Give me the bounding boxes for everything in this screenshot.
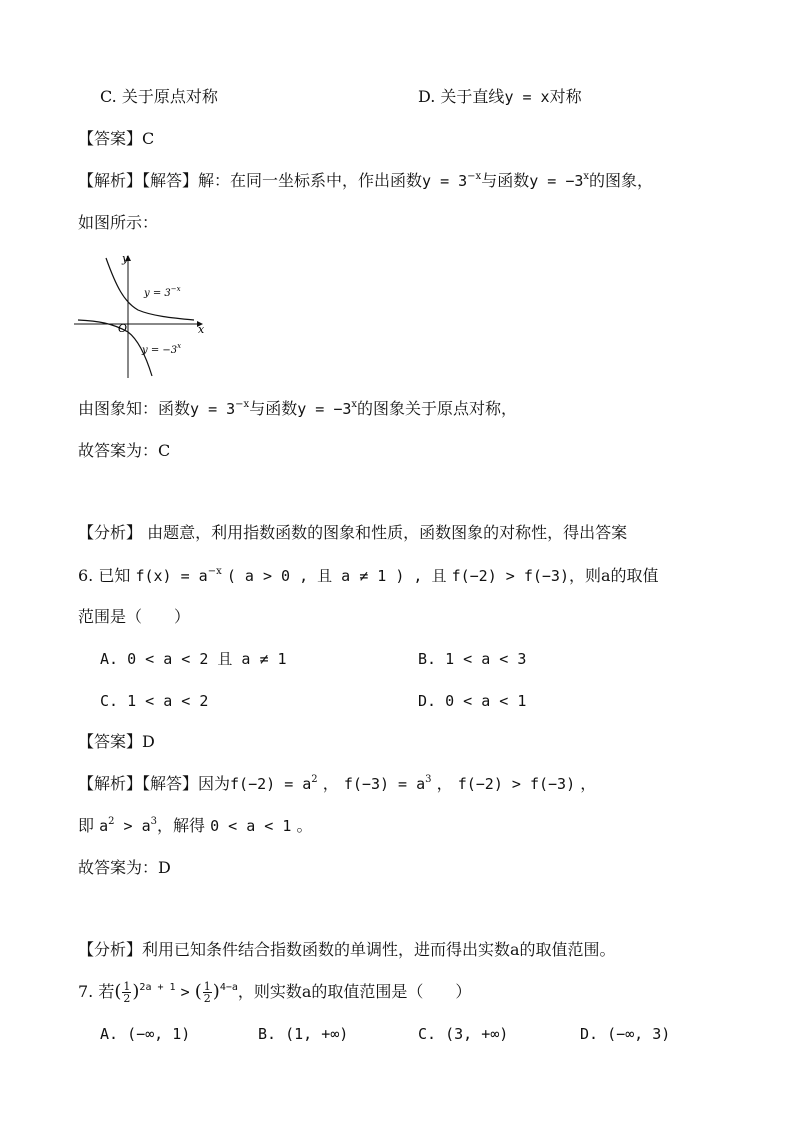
q6-option-d-text: D. 0 < a < 1	[418, 692, 527, 710]
q6-analysis-m3: f(−2) > f(−3)	[457, 775, 576, 793]
q5-conclusion-prefix: 由图象知：函数	[78, 399, 191, 418]
q6-option-d	[418, 690, 526, 712]
q7-frac-1	[122, 981, 131, 1004]
curve-neg-3-x	[78, 320, 152, 376]
q5-answer-text: 【答案】C	[78, 129, 155, 148]
q6-stem-f-exp: −x	[207, 566, 222, 577]
q6-line2-m2: > a	[114, 817, 151, 835]
q7-frac-1-den: 2	[123, 992, 131, 1005]
q6-line2-m3: 0 < a < 1	[210, 817, 292, 835]
q6-analysis-m2-exp: 3	[425, 774, 432, 785]
q5-analysis	[78, 170, 653, 192]
q6-option-b-text: B. 1 < a < 3	[418, 650, 527, 668]
q6-analysis-m1-exp: 2	[311, 774, 318, 785]
q5-option-d	[418, 86, 582, 108]
q6-analysis-line2	[78, 815, 313, 837]
label-top-exp: −x	[170, 285, 181, 293]
q6-line2-m1-exp: 2	[108, 816, 115, 827]
q6-option-a-text: A. 0 < a < 2 且 a ≠ 1	[100, 650, 287, 668]
q7-frac-2	[203, 981, 212, 1004]
q5-analysis-f2-exp: x	[583, 171, 590, 182]
q7-exp2: 4−a	[219, 982, 238, 993]
q6-option-c	[100, 690, 208, 712]
q6-line2-mid: ，解得	[157, 816, 206, 835]
q7-option-b-text: B. (1, +∞)	[258, 1025, 349, 1043]
q6-answer	[78, 731, 155, 753]
q5-final	[78, 440, 170, 462]
origin-label: O	[118, 322, 128, 335]
q5-conclusion	[78, 398, 517, 420]
q5-analysis-f2: y = −3	[529, 172, 584, 190]
q5-fenxi	[78, 522, 627, 544]
q5-option-c-text: C. 关于原点对称	[100, 87, 218, 106]
q7-option-c	[418, 1023, 508, 1045]
q5-analysis-prefix: 【解析】【解答】解：在同一坐标系中，作出函数	[78, 171, 423, 190]
q5-option-d-math: y = x	[504, 88, 550, 106]
label-top	[143, 285, 181, 299]
q6-analysis-m1: f(−2) = a	[230, 775, 312, 793]
q7-frac-2-den: 2	[203, 992, 211, 1005]
q5-option-d-prefix: D. 关于直线	[418, 87, 505, 106]
q5-analysis-f1: y = 3	[422, 172, 468, 190]
q5-conclusion-suffix: 的图象关于原点对称，	[357, 399, 518, 418]
q5-conclusion-f1: y = 3	[190, 400, 236, 418]
q7-option-c-text: C. (3, +∞)	[418, 1025, 509, 1043]
q6-option-c-text: C. 1 < a < 2	[100, 692, 209, 710]
q7-option-a-text: A. (−∞, 1)	[100, 1025, 191, 1043]
label-bottom	[141, 342, 181, 356]
label-top-base: y = 3	[144, 288, 171, 299]
q6-stem-line2-text: 范围是（ ）	[78, 607, 191, 626]
q6-final-text: 故答案为：D	[78, 858, 171, 877]
q5-analysis-line2-text: 如图所示：	[78, 213, 159, 232]
q6-analysis-m2: f(−3) = a	[343, 775, 426, 793]
q7-gt: >	[180, 983, 190, 1001]
label-bottom-base: y = −3	[142, 345, 178, 356]
q5-analysis-mid: 与函数	[481, 171, 530, 190]
q5-option-c	[100, 86, 218, 108]
q6-answer-text: 【答案】D	[78, 732, 155, 751]
q7-stem-num: 7. 若	[78, 982, 115, 1001]
q5-final-text: 故答案为：C	[78, 441, 171, 460]
q6-line2-end: 。	[296, 816, 313, 835]
q5-option-d-suffix: 对称	[549, 87, 582, 106]
q6-stem-cond: ( a > 0 , 且 a ≠ 1 ) , 且	[226, 567, 447, 585]
q5-conclusion-mid: 与函数	[249, 399, 298, 418]
q6-fenxi-text: 【分析】利用已知条件结合指数函数的单调性，进而得出实数a的取值范围。	[78, 940, 616, 959]
q6-final	[78, 857, 171, 879]
q6-line2-m1: a	[99, 817, 109, 835]
exponential-graph	[72, 250, 212, 380]
label-bottom-exp: x	[177, 342, 182, 350]
q6-line2-m2-exp: 3	[150, 816, 158, 827]
q6-stem	[78, 565, 659, 587]
q7-option-b	[258, 1023, 348, 1045]
q5-analysis-suffix: 的图象，	[589, 171, 654, 190]
q6-option-a	[100, 648, 287, 670]
q5-analysis-line2	[78, 212, 158, 234]
q7-stem-suffix: ，则实数a的取值范围是（ ）	[237, 982, 472, 1001]
q6-option-b	[418, 648, 526, 670]
x-axis-label: x	[198, 323, 205, 336]
q6-analysis: 【解析】【解答】因为$f(-2) = a^2$ ， $f(-3) = a^3$ ， f(−2) > f(−3) ，	[78, 774, 597, 793]
q7-option-d-text: D. (−∞, 3)	[580, 1025, 671, 1043]
q7-stem: 7. 若( $\frac{1}{2}$ )$^{2a + 1}$ > ( $\frac{1}{2}$ )$^{4-a}$，则实数a的取值范围是（ ）	[78, 980, 472, 1005]
q6-stem-ineq: f(−2) > f(−3)	[451, 567, 569, 585]
q6-fenxi	[78, 939, 616, 961]
q5-conclusion-f1-exp: −x	[235, 399, 250, 410]
q6-analysis-prefix: 【解析】【解答】因为	[78, 774, 231, 793]
q6-line2-prefix: 即	[78, 816, 95, 835]
q7-option-d	[580, 1023, 670, 1045]
q5-conclusion-f2: y = −3	[297, 400, 352, 418]
q5-answer	[78, 128, 154, 150]
q7-frac-2-num: 1	[203, 980, 211, 993]
q5-fenxi-text: 【分析】 由题意，利用指数函数的图象和性质，函数图象的对称性，得出答案	[78, 523, 628, 542]
q6-stem-num: 6. 已知	[78, 566, 131, 585]
q6-stem-suffix: ，则a的取值	[568, 566, 659, 585]
q7-exp1: 2a + 1	[139, 982, 176, 993]
y-axis-label: y	[122, 252, 129, 265]
q6-stem-f: f(x) = a	[135, 567, 208, 585]
q7-option-a	[100, 1023, 190, 1045]
q6-stem-line2	[78, 606, 190, 628]
q5-conclusion-f2-exp: x	[351, 399, 358, 410]
q7-frac-1-num: 1	[123, 980, 131, 993]
q5-analysis-f1-exp: −x	[467, 171, 482, 182]
